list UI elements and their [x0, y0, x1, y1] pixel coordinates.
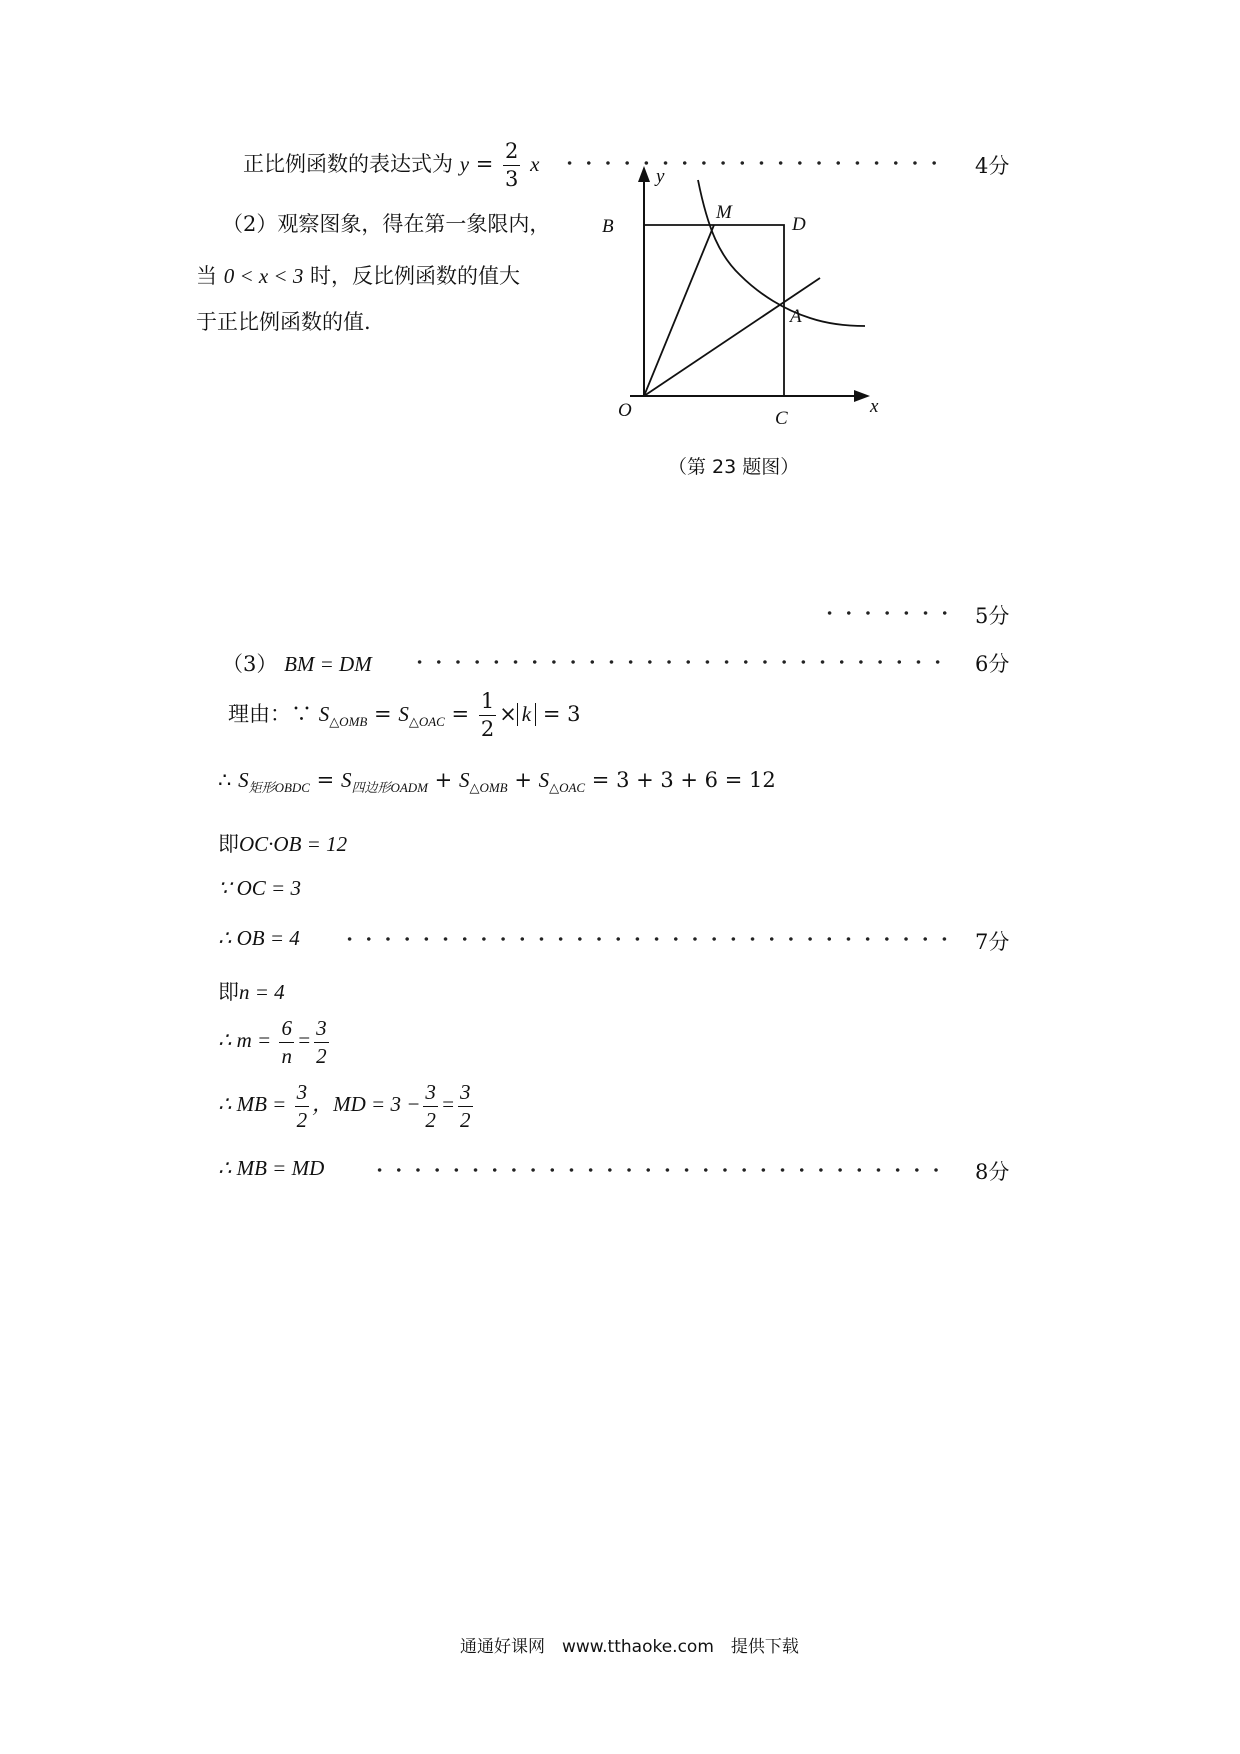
step-mb-md: ∴ MB = $\frac{3}{2}$ ，MD = 3 − $\frac{3}{2}$ = $\frac{3}{2}$ [218, 1079, 471, 1132]
step-m-frac2-num: 3 [316, 1015, 327, 1040]
reason-label: 理由：∵ [228, 702, 312, 726]
area-s1: S [238, 768, 249, 792]
step-oc-ob [218, 828, 347, 858]
step-md-frac1-num: 3 [425, 1079, 436, 1104]
step-ob: ∴ OB = 4 [218, 926, 300, 950]
reason-frac-num: 1 [480, 689, 495, 713]
y-axis-arrow [638, 166, 650, 182]
score-5: 5分 [975, 604, 1010, 628]
x-axis-arrow [854, 390, 870, 402]
reason-sub-omb: △OMB [329, 714, 368, 729]
part1-eq: = [475, 152, 494, 176]
dot-leader-6 [410, 660, 950, 664]
area-plus1: + [434, 768, 453, 792]
line-om [644, 225, 714, 396]
part1-frac-den: 3 [505, 167, 519, 191]
area-sub-oac: △OAC [549, 780, 586, 795]
step-md-mid: ，MD = 3 − [312, 1092, 421, 1116]
step-oc-ob-math: OC·OB = 12 [239, 832, 348, 856]
step-conclusion: ∴ MB = MD [218, 1156, 325, 1180]
step-n-pre: 即 [218, 980, 239, 1004]
label-o: O [618, 400, 632, 421]
part3-head: （3） [222, 652, 278, 676]
dot-leader-7 [340, 937, 950, 941]
reason-fraction [479, 691, 496, 740]
label-b: B [602, 216, 614, 237]
reason-eq2: = [451, 702, 470, 726]
reason-sub-oac: △OAC [408, 714, 445, 729]
area-s4: S [538, 768, 550, 792]
reason-abs-k: k [517, 703, 536, 726]
label-x: x [870, 396, 879, 417]
reason-times: × [499, 702, 517, 726]
label-y: y [656, 166, 665, 187]
part2-line3: 于正比例函数的值. [196, 310, 371, 334]
step-md-frac1 [423, 1079, 438, 1132]
area-s3: S [458, 768, 470, 792]
line-oa [644, 278, 820, 396]
score-6: 6分 [975, 652, 1010, 676]
step-m-frac1 [279, 1015, 294, 1068]
dot-leader-8 [370, 1168, 950, 1172]
area-therefore: ∴ [218, 768, 232, 792]
footer: 通通好课网 www.tthaoke.com 提供下载 [460, 1637, 799, 1657]
step-mb-frac-num: 3 [296, 1079, 308, 1104]
figure-23 [580, 160, 920, 440]
part2-line2-pre: 当 [196, 264, 217, 288]
area-sub-quad: 四边形OADM [351, 780, 428, 795]
step-m-frac2 [314, 1015, 329, 1068]
part1-fraction [503, 141, 520, 190]
score-7: 7分 [975, 930, 1010, 954]
step-md-frac2-den: 2 [460, 1107, 471, 1132]
part2-line2 [196, 260, 520, 290]
label-d: D [792, 214, 806, 235]
step-oc: ∵ OC = 3 [218, 876, 301, 900]
step-md-frac1-den: 2 [425, 1107, 436, 1132]
step-mb-frac-den: 2 [296, 1107, 308, 1132]
label-c: C [775, 408, 788, 429]
step-md-frac2-num: 3 [460, 1079, 471, 1104]
rectangle-obdc [644, 225, 784, 396]
step-mb-frac [295, 1079, 310, 1132]
step-oc-ob-pre: 即 [218, 832, 239, 856]
score-4: 4分 [975, 154, 1010, 178]
step-mb-pre: ∴ MB = [218, 1092, 287, 1116]
step-m-pre: ∴ m = [218, 1028, 272, 1052]
area-tail: = 3 + 3 + 6 = 12 [591, 768, 776, 792]
reason-s1: S [318, 702, 330, 726]
part1-frac-num: 2 [505, 139, 519, 163]
part3-claim: BM = DM [284, 652, 372, 676]
reason-tail: = 3 [542, 702, 581, 726]
step-m-frac1-num: 6 [281, 1015, 292, 1040]
area-s2: S [340, 768, 352, 792]
part1-line [243, 140, 539, 190]
reason-line [228, 690, 580, 746]
label-a: A [790, 306, 802, 327]
area-sub-omb: △OMB [469, 780, 508, 795]
reason-eq1: = [374, 702, 392, 726]
step-n [218, 976, 285, 1006]
step-m: ∴ m = $\frac{6}{n}$ = $\frac{3}{2}$ [218, 1015, 327, 1068]
part1-lead: 正比例函数的表达式为 [243, 152, 453, 176]
part2-line2-post: 时，反比例函数的值大 [310, 264, 521, 288]
label-m: M [716, 202, 732, 223]
area-plus2: + [514, 768, 532, 792]
area-eq1: = [316, 768, 335, 792]
area-line [218, 768, 776, 796]
step-md-frac2 [458, 1079, 473, 1132]
score-8: 8分 [975, 1160, 1010, 1184]
step-n-math: n = 4 [239, 980, 285, 1004]
reason-frac-den: 2 [480, 717, 495, 741]
figure-caption: （第 23 题图） [668, 456, 800, 478]
step-m-frac2-den: 2 [316, 1043, 327, 1068]
part1-y: y [459, 152, 470, 176]
part2-line1: （2）观察图象，得在第一象限内， [222, 212, 551, 236]
part2-line2-math: 0 < x < 3 [223, 264, 304, 288]
part1-x: x [530, 152, 540, 176]
area-sub-rect: 矩形OBDC [248, 780, 310, 795]
step-m-frac1-den: n [281, 1043, 292, 1068]
dot-leader-5 [820, 611, 950, 615]
part3-claim-line [222, 648, 372, 678]
reason-s2: S [398, 702, 409, 726]
